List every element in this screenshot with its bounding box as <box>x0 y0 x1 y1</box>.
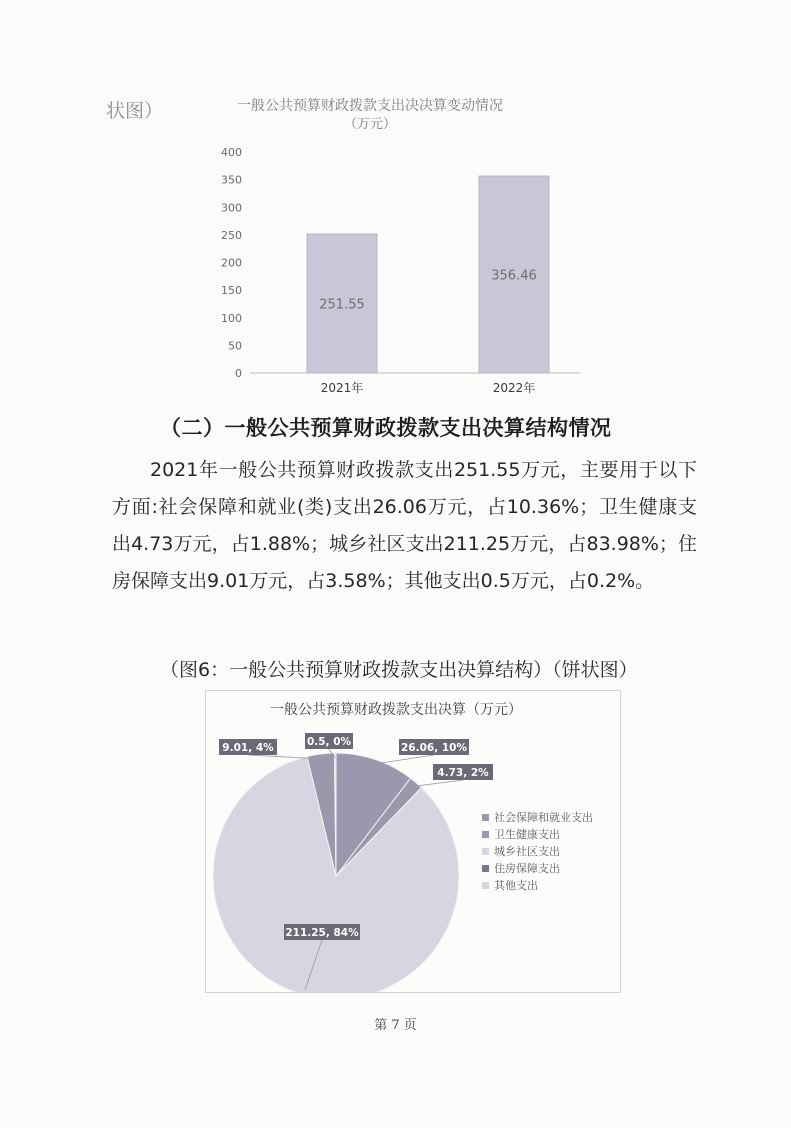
pie-data-label: 26.06, 10% <box>401 742 467 754</box>
bar-data-label: 251.55 <box>319 297 365 313</box>
pie-data-label: 211.25, 84% <box>285 927 359 939</box>
bar-chart-title: 一般公共预算财政拨款支出决决算变动情况 <box>237 98 503 114</box>
legend-label: 卫生健康支出 <box>494 828 560 841</box>
legend-label: 其他支出 <box>494 879 538 892</box>
bar-chart-bars <box>307 176 549 395</box>
legend-swatch <box>482 882 489 889</box>
pie-slices <box>213 753 459 992</box>
y-tick-label: 350 <box>221 173 242 187</box>
pie-chart-frame <box>205 690 621 993</box>
y-tick-label: 300 <box>221 201 242 215</box>
pie-chart-title: 一般公共预算财政拨款支出决算（万元） <box>270 702 522 718</box>
y-tick-label: 250 <box>221 228 242 242</box>
y-tick-label: 400 <box>221 146 242 159</box>
pie-chart <box>206 691 620 992</box>
figure-caption-fragment: 状图） <box>106 100 164 122</box>
bar-chart-y-axis <box>221 146 242 380</box>
page-number: 第 7 页 <box>374 1018 417 1033</box>
x-tick-label: 2021年 <box>320 381 364 395</box>
pie-leader-line <box>413 780 463 786</box>
figure-6-caption: （图6：一般公共预算财政拨款支出决算结构）（饼状图） <box>160 659 638 681</box>
x-tick-label: 2022年 <box>492 381 536 395</box>
bar-chart-subtitle: （万元） <box>343 117 397 132</box>
legend-swatch <box>482 831 489 838</box>
pie-legend <box>482 810 593 892</box>
legend-label: 社会保障和就业支出 <box>494 811 593 824</box>
y-tick-label: 200 <box>221 256 242 270</box>
bar-chart <box>210 86 590 406</box>
y-tick-label: 150 <box>221 284 242 298</box>
bar-data-label: 356.46 <box>491 268 537 284</box>
pie-leader-line <box>374 755 434 764</box>
body-paragraph: 2021年一般公共预算财政拨款支出251.55万元，主要用于以下方面:社会保障和就业(类)支出26.06万元，占10.36%；卫生健康支出4.73万元，占1.88%；城乡社区支出211.25万元，占83.98%；住房保障支出9.01万元，占3.58%；其他支出0.5万元，占0.2%。 <box>112 459 697 592</box>
y-tick-label: 0 <box>235 367 242 380</box>
legend-swatch <box>482 814 489 821</box>
legend-swatch <box>482 848 489 855</box>
pie-data-label: 9.01, 4% <box>222 742 274 754</box>
legend-label: 城乡社区支出 <box>494 845 560 858</box>
legend-label: 住房保障支出 <box>494 862 560 875</box>
pie-data-label: 4.73, 2% <box>437 767 489 779</box>
section-heading: （二）一般公共预算财政拨款支出决算结构情况 <box>160 416 612 440</box>
legend-swatch <box>482 865 489 872</box>
y-tick-label: 100 <box>221 311 242 325</box>
pie-data-label: 0.5, 0% <box>306 736 352 748</box>
y-tick-label: 50 <box>228 339 242 353</box>
